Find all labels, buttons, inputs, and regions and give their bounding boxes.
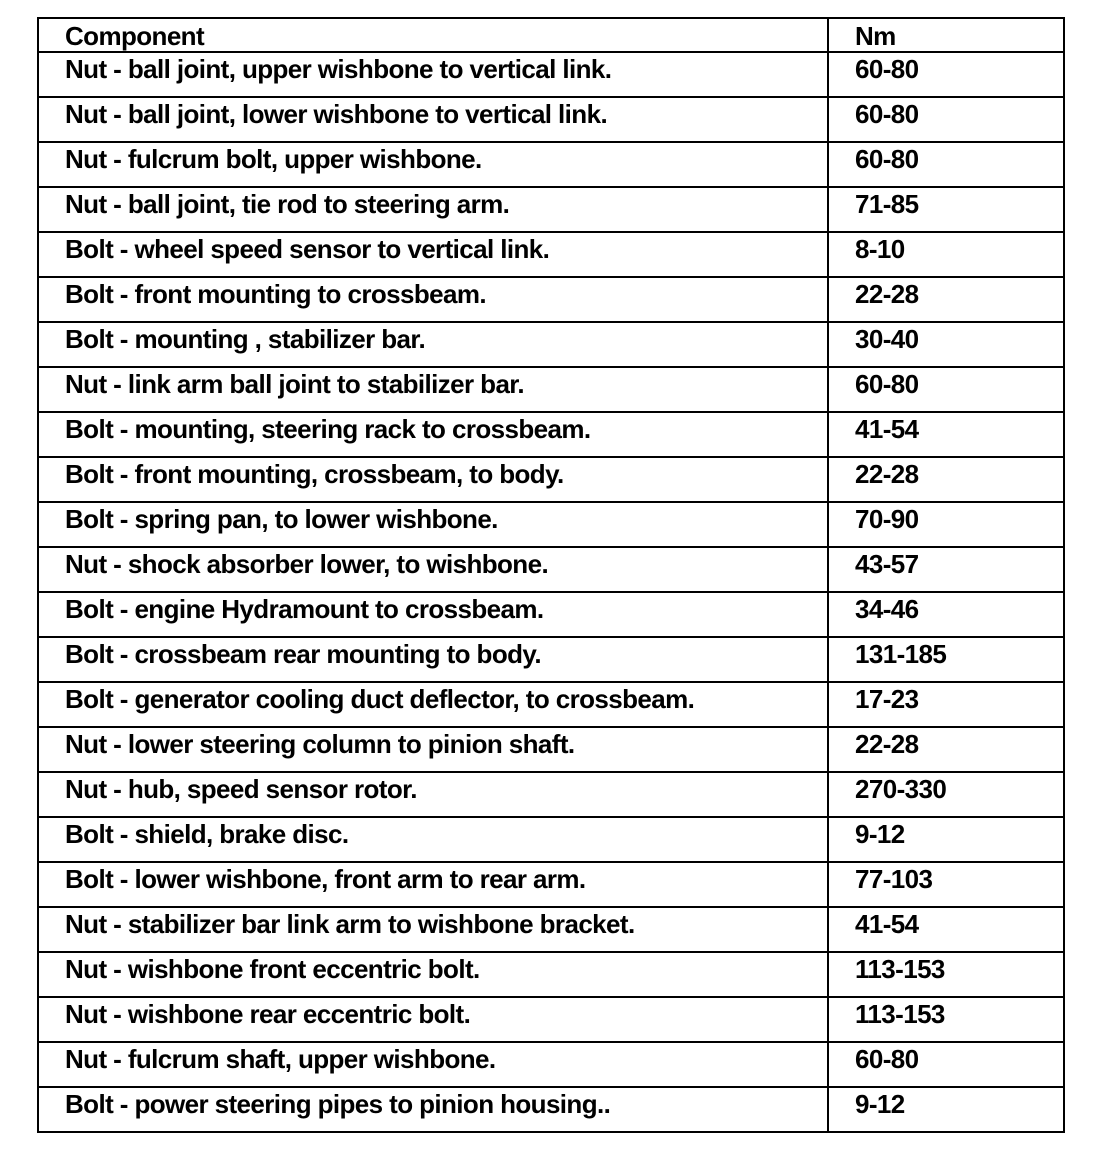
table-row [38,772,1064,817]
torque-nm-cell: 113-153 [828,997,1064,1042]
table-row [38,367,1064,412]
torque-nm-cell: 8-10 [828,232,1064,277]
component-cell: Nut - ball joint, lower wishbone to vertical link. [38,97,828,142]
torque-nm-cell: 71-85 [828,187,1064,232]
component-cell: Bolt - spring pan, to lower wishbone. [38,502,828,547]
table-row [38,952,1064,997]
torque-nm-cell: 60-80 [828,97,1064,142]
component-cell: Bolt - lower wishbone, front arm to rear arm. [38,862,828,907]
table-row [38,637,1064,682]
table-row [38,412,1064,457]
table-row [38,187,1064,232]
torque-nm-cell: 60-80 [828,52,1064,97]
torque-nm-cell: 30-40 [828,322,1064,367]
component-cell: Bolt - engine Hydramount to crossbeam. [38,592,828,637]
component-cell: Nut - ball joint, tie rod to steering arm. [38,187,828,232]
torque-nm-cell: 22-28 [828,457,1064,502]
torque-nm-cell: 34-46 [828,592,1064,637]
table-header [38,18,1064,52]
component-cell: Nut - fulcrum bolt, upper wishbone. [38,142,828,187]
torque-nm-cell: 77-103 [828,862,1064,907]
component-cell: Bolt - mounting , stabilizer bar. [38,322,828,367]
torque-nm-cell: 60-80 [828,142,1064,187]
component-cell: Bolt - shield, brake disc. [38,817,828,862]
component-cell: Bolt - front mounting, crossbeam, to body. [38,457,828,502]
table-row [38,862,1064,907]
component-cell: Nut - shock absorber lower, to wishbone. [38,547,828,592]
torque-nm-cell: 60-80 [828,367,1064,412]
torque-nm-cell: 270-330 [828,772,1064,817]
table-row [38,1087,1064,1132]
table-row [38,97,1064,142]
table-body [38,52,1064,1132]
table-row [38,52,1064,97]
component-cell: Bolt - crossbeam rear mounting to body. [38,637,828,682]
torque-nm-cell: 70-90 [828,502,1064,547]
table-row [38,547,1064,592]
torque-nm-cell: 60-80 [828,1042,1064,1087]
torque-nm-cell: 41-54 [828,907,1064,952]
table-row [38,997,1064,1042]
table-row [38,457,1064,502]
component-cell: Nut - link arm ball joint to stabilizer bar. [38,367,828,412]
table-row [38,502,1064,547]
table-row [38,1042,1064,1087]
component-cell: Nut - fulcrum shaft, upper wishbone. [38,1042,828,1087]
component-cell: Bolt - front mounting to crossbeam. [38,277,828,322]
torque-nm-cell: 131-185 [828,637,1064,682]
table-row [38,592,1064,637]
table-row [38,322,1064,367]
table-row [38,277,1064,322]
torque-nm-cell: 41-54 [828,412,1064,457]
table-row [38,727,1064,772]
table-row [38,817,1064,862]
component-cell: Nut - wishbone rear eccentric bolt. [38,997,828,1042]
component-cell: Bolt - power steering pipes to pinion housing.. [38,1087,828,1132]
table-row [38,232,1064,277]
component-cell: Nut - hub, speed sensor rotor. [38,772,828,817]
table-row [38,907,1064,952]
torque-nm-cell: 113-153 [828,952,1064,997]
torque-nm-cell: 9-12 [828,1087,1064,1132]
torque-nm-cell: 43-57 [828,547,1064,592]
torque-nm-cell: 17-23 [828,682,1064,727]
column-header-component: Component [38,18,828,52]
component-cell: Nut - lower steering column to pinion shaft. [38,727,828,772]
torque-spec-table [37,17,1065,1133]
component-cell: Bolt - wheel speed sensor to vertical link. [38,232,828,277]
component-cell: Bolt - generator cooling duct deflector, to crossbeam. [38,682,828,727]
component-cell: Nut - stabilizer bar link arm to wishbone bracket. [38,907,828,952]
component-cell: Bolt - mounting, steering rack to crossbeam. [38,412,828,457]
header-row [38,18,1064,52]
torque-nm-cell: 22-28 [828,727,1064,772]
table-row [38,682,1064,727]
torque-nm-cell: 9-12 [828,817,1064,862]
component-cell: Nut - ball joint, upper wishbone to vertical link. [38,52,828,97]
table-row [38,142,1064,187]
torque-nm-cell: 22-28 [828,277,1064,322]
column-header-nm: Nm [828,18,1064,52]
component-cell: Nut - wishbone front eccentric bolt. [38,952,828,997]
